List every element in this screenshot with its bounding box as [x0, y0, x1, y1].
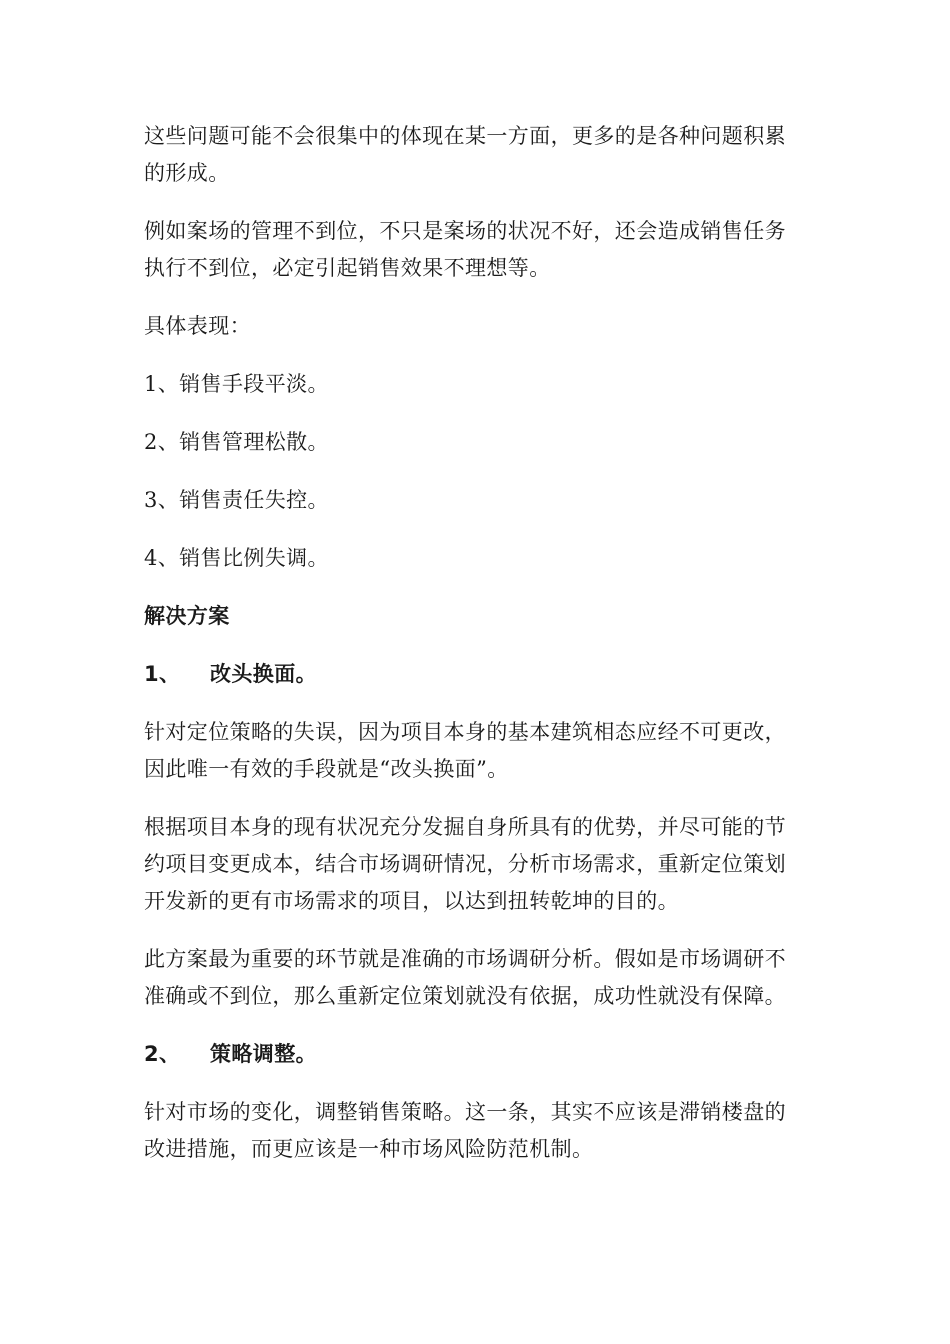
solution-heading: 解决方案 — [144, 604, 230, 628]
section-2-paragraph-1: 针对市场的变化，调整销售策略。这一条，其实不应该是滞销楼盘的改进措施，而更应该是一种市场风险防范机制。 — [144, 1100, 786, 1161]
section-2-number: 2、 — [144, 1042, 181, 1066]
symptom-item-1: 1、销售手段平淡。 — [144, 372, 329, 396]
symptom-item-2: 2、销售管理松散。 — [144, 430, 329, 454]
section-1-paragraph-3: 此方案最为重要的环节就是准确的市场调研分析。假如是市场调研不准确或不到位，那么重新定位策划就没有依据，成功性就没有保障。 — [144, 947, 786, 1008]
section-2-heading — [144, 1036, 804, 1073]
section-1-number: 1、 — [144, 662, 181, 686]
document-body — [144, 118, 804, 1189]
intro-paragraph-1: 这些问题可能不会很集中的体现在某一方面，更多的是各种问题积累的形成。 — [144, 124, 786, 185]
symptom-item-4: 4、销售比例失调。 — [144, 546, 329, 570]
intro-paragraph-2: 例如案场的管理不到位，不只是案场的状况不好，还会造成销售任务执行不到位，必定引起销售效果不理想等。 — [144, 219, 786, 280]
section-1-heading — [144, 656, 804, 693]
section-1-title: 改头换面。 — [210, 662, 317, 686]
section-1-paragraph-1: 针对定位策略的失误，因为项目本身的基本建筑相态应经不可更改，因此唯一有效的手段就是“改头换面”。 — [144, 720, 786, 781]
intro-paragraph-3: 具体表现： — [144, 314, 251, 338]
symptom-item-3: 3、销售责任失控。 — [144, 488, 329, 512]
section-1-paragraph-2: 根据项目本身的现有状况充分发掘自身所具有的优势，并尽可能的节约项目变更成本，结合市场调研情况，分析市场需求，重新定位策划开发新的更有市场需求的项目，以达到扭转乾坤的目的。 — [144, 815, 786, 913]
section-2-title: 策略调整。 — [210, 1042, 317, 1066]
